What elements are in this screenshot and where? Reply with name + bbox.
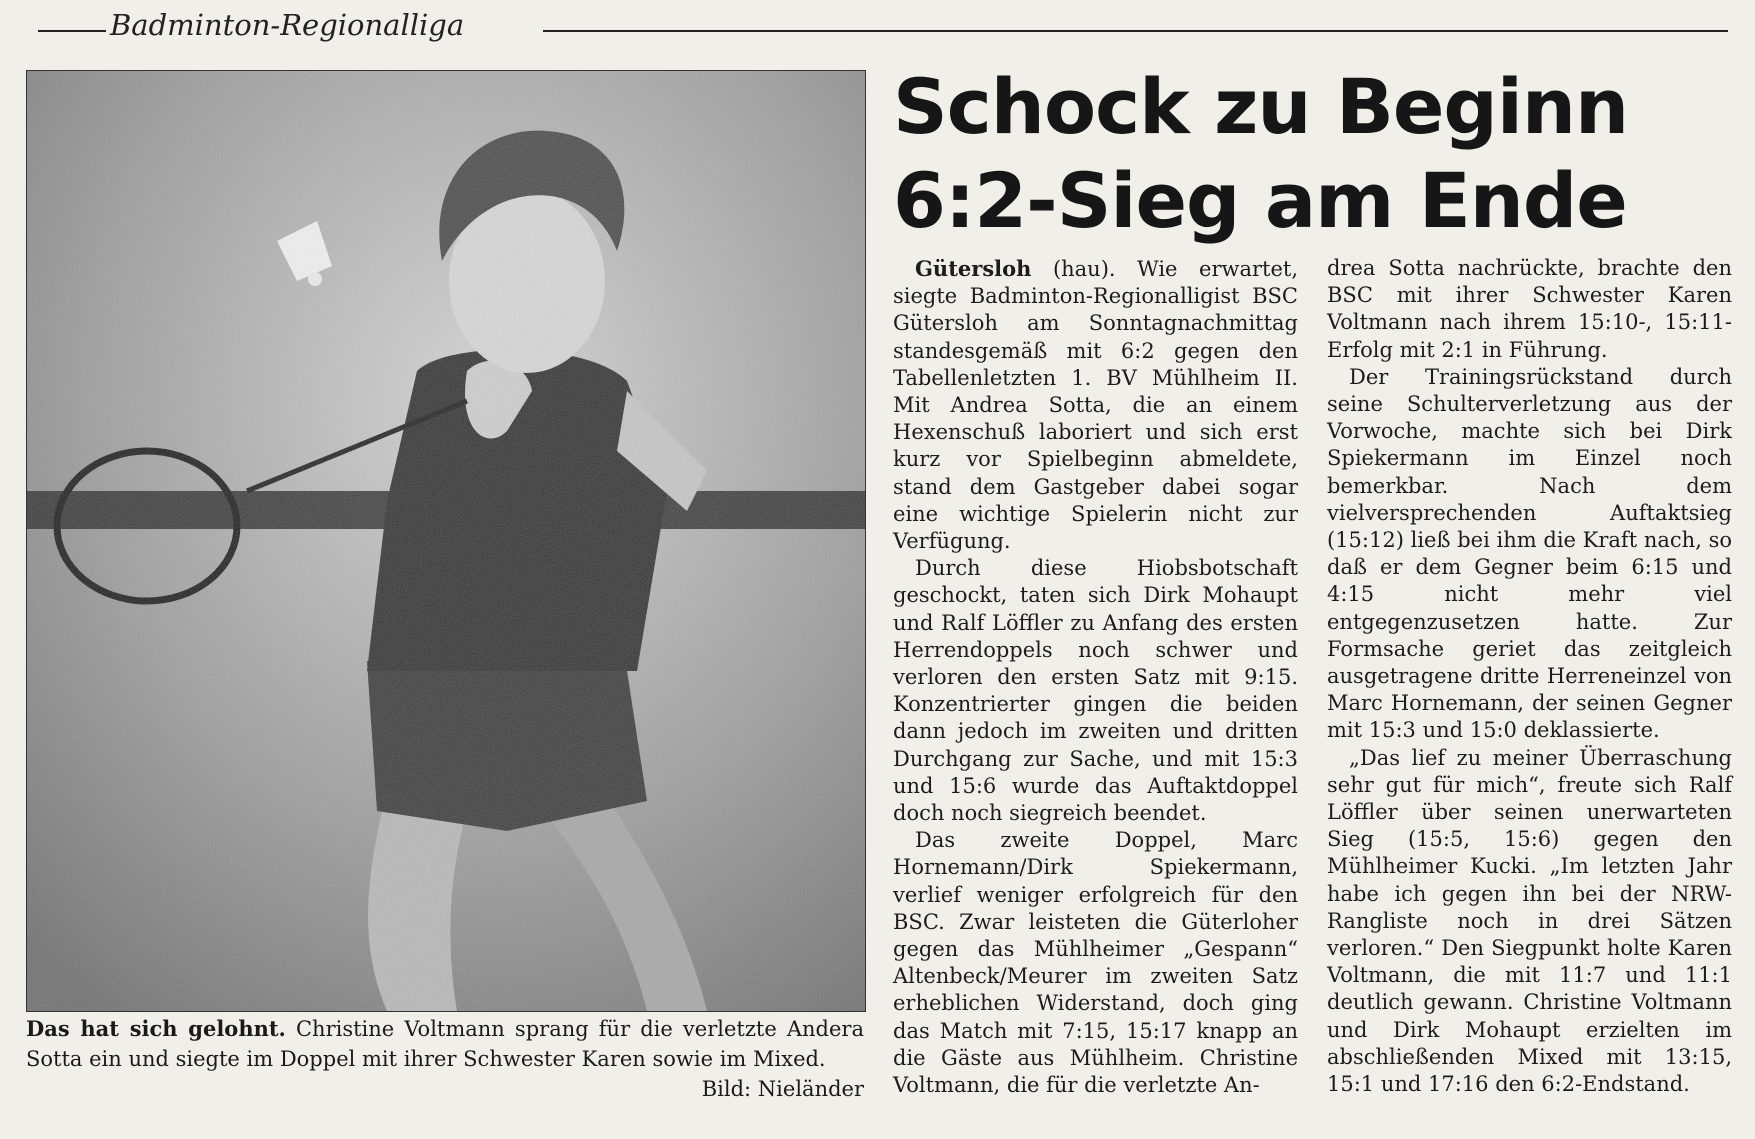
section-rubric <box>38 6 1728 46</box>
badminton-photo <box>26 70 866 1012</box>
dateline: Gütersloh <box>915 256 1032 281</box>
paragraph: drea Sotta nachrückte, brachte den BSC mit ihrer Schwester Karen Voltmann nach ihrem 15:10-, 15:11-Erfolg mit 2:1 in Führung. <box>1327 256 1732 362</box>
article-column-1 <box>893 255 1298 1099</box>
paragraph: Gütersloh (hau). Wie erwartet, siegte Badminton-Regionalligist BSC Gütersloh am Sonntagnachmittag standesgemäß mit 6:2 gegen den Tabellenletzten 1. BV Mühlheim II. Mit Andrea Sotta, die an einem Hexenschuß laboriert und sich erst kurz vor Spielbeginn abmeldete, stand dem Gastgeber dabei sogar eine wichtige Spielerin nicht zur Verfügung. <box>893 256 1298 554</box>
paragraph: „Das lief zu meiner Überraschung sehr gut für mich“, freute sich Ralf Löffler über seinen unerwarteten Sieg (15:5, 15:6) gegen den Mühlheimer Kucki. „Im letzten Jahr habe ich gegen ihn bei der NRW-Rangliste noch in drei Sätzen verloren.“ Den Siegpunkt holte Karen Voltmann, die mit 11:7 und 11:1 deutlich gewann. Christine Voltmann und Dirk Mohaupt erzielten im abschließenden Mixed mit 13:15, 15:1 und 17:16 den 6:2-Endstand. <box>1327 745 1732 1097</box>
paragraph: Das zweite Doppel, Marc Hornemann/Dirk Spiekermann, verlief weniger erfolgreich für den BSC. Zwar leisteten die Güterloher gegen das Mühlheimer „Gespann“ Altenbeck/Meurer im zweiten Satz erheblichen Widerstand, doch ging das Match mit 7:15, 15:17 knapp an die Gäste aus Mühlheim. Christine Voltmann, die für die verletzte An- <box>893 828 1298 1098</box>
article-column-2 <box>1327 255 1732 1098</box>
headline-line-1: Schock zu Beginn <box>893 62 1629 151</box>
caption-lead: Das hat sich gelohnt. <box>26 1016 286 1041</box>
article-headline <box>893 60 1713 248</box>
rubric-rule-right <box>543 30 1728 32</box>
paragraph: Durch diese Hiobsbotschaft geschockt, taten sich Dirk Mohaupt und Ralf Löffler zu Anfang des ersten Herrendoppels noch schwer und verloren den ersten Satz mit 9:15. Konzentrierter gingen die beiden dann jedoch im zweiten und dritten Durchgang zur Sache, und mit 15:3 und 15:6 wurde das Auftaktdoppel doch noch siegreich beendet. <box>893 556 1298 826</box>
rubric-label: Badminton-Regionalliga <box>110 8 465 42</box>
badminton-player-illustration <box>27 71 865 1011</box>
headline-line-2: 6:2-Sieg am Ende <box>893 156 1627 245</box>
caption-text: Christine Voltmann sprang für die verletzte Andera Sotta ein und siegte im Doppel mit ihrer Schwester Karen sowie im Mixed. <box>26 1017 864 1071</box>
paragraph: Der Trainingsrückstand durch seine Schulterverletzung aus der Vorwoche, machte sich bei Dirk Spiekermann im Einzel noch bemerkbar. Nach dem vielversprechenden Auftaktsieg (15:12) ließ bei ihm die Kraft nach, so daß er dem Gegner beim 6:15 und 4:15 nicht mehr viel entgegenzusetzen hatte. Zur Formsache geriet das zeitgleich ausgetragene dritte Herreneinzel von Marc Hornemann, der seinen Gegner mit 15:3 und 15:0 deklassierte. <box>1327 364 1732 743</box>
photo-caption <box>26 1014 864 1101</box>
rubric-rule-left <box>38 30 106 32</box>
photo-credit: Bild: Nieländer <box>701 1077 864 1101</box>
